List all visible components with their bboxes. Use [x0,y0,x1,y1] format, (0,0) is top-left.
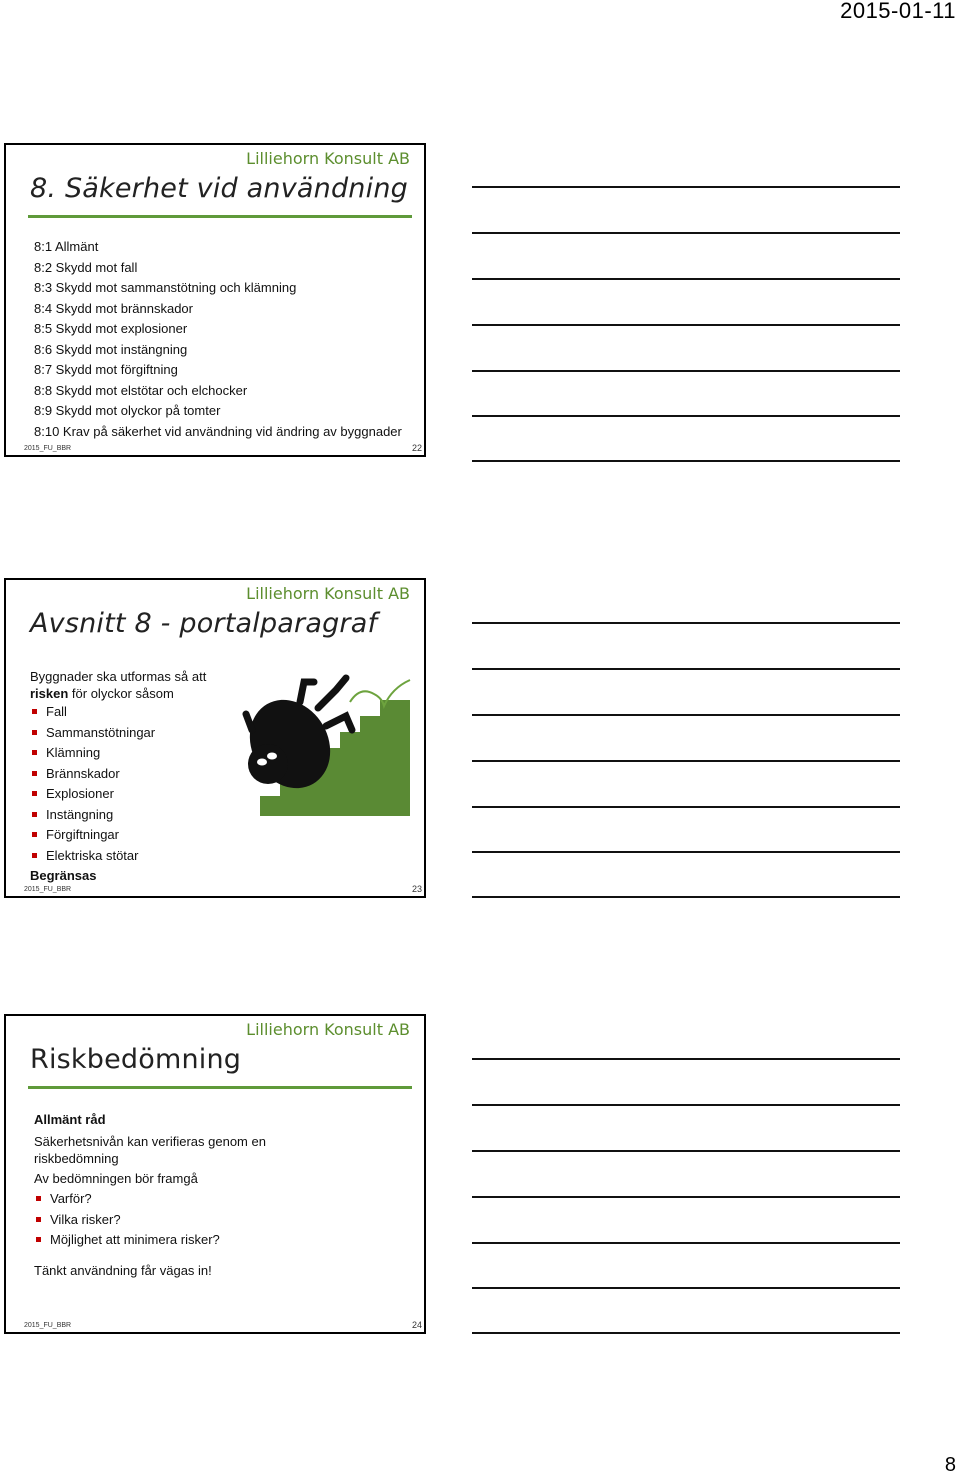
list-item: 8:7 Skydd mot förgiftning [34,362,178,377]
slide-title: Avsnitt 8 - portalparagraf [30,608,378,639]
intro-line [30,685,206,702]
page-number: 8 [944,1454,956,1476]
list-item: 8:10 Krav på säkerhet vid användning vid ändring av byggnader [34,423,402,439]
intro-emphasis: risken [30,686,69,701]
figure-eye [267,753,277,760]
note-line [472,460,900,462]
slide-number: 23 [411,884,422,894]
page-date: 2015-01-11 [840,0,956,23]
note-line [472,668,900,670]
note-line [472,622,900,624]
slide-footer-label: 2015_FU_BBR [24,445,72,452]
intro-rest: för olyckor såsom [68,686,174,701]
paragraph-line: riskbedömning [34,1150,119,1166]
figure-eye [257,759,267,766]
intro-line: Byggnader ska utformas så att [30,669,207,684]
bullet-item: Vilka risker? [34,1210,266,1231]
bullet-item: Fall [30,702,206,723]
company-name: Lilliehorn Konsult AB [246,584,410,603]
figure-arm [318,678,346,708]
note-line [472,896,900,898]
list-item: 8:8 Skydd mot elstötar och elchocker [34,382,248,398]
bullet-item: Instängning [30,805,206,826]
note-line [472,1104,900,1106]
title-rule [28,215,412,218]
slide-body [30,668,206,887]
bullet-item: Varför? [34,1189,266,1210]
note-line [472,806,900,808]
bullet-item: Förgiftningar [30,825,206,846]
list-item: 8:3 Skydd mot sammanstötning och klämning [34,280,297,295]
title-rule [28,1086,412,1089]
slide-body [34,1110,266,1281]
note-line [472,278,900,280]
list-item: 8:4 Skydd mot brännskador [34,300,193,316]
list-item: 8:2 Skydd mot fall [34,259,138,275]
company-name: Lilliehorn Konsult AB [246,149,410,168]
note-line [472,1332,900,1334]
bullet-item: Möjlighet att minimera risker? [34,1230,266,1251]
slide-footer-label: 2015_FU_BBR [24,1322,72,1329]
slide-24 [4,1014,426,1334]
closing-text: Tänkt användning får vägas in! [34,1262,212,1278]
bullet-item: Elektriska stötar [30,846,206,867]
list-item: 8:9 Skydd mot olyckor på tomter [34,403,221,418]
slide-title: 8. Säkerhet vid användning [30,173,408,204]
slide-23 [4,578,426,898]
figure-leg [246,714,252,730]
list-item: 8:5 Skydd mot explosioner [34,321,188,336]
company-name: Lilliehorn Konsult AB [246,1020,410,1039]
note-line [472,714,900,716]
note-line [472,1196,900,1198]
closing-text: Begränsas [30,868,97,883]
note-line [472,1058,900,1060]
note-line [472,1242,900,1244]
bullet-item: Klämning [30,743,206,764]
note-line [472,324,900,326]
slide-title: Riskbedömning [30,1044,242,1075]
section-heading: Allmänt råd [34,1112,106,1127]
figure-arm [300,682,314,702]
note-line [472,1150,900,1152]
bullet-item: Brännskador [30,764,206,785]
slide-22 [4,143,426,457]
slide-number: 24 [411,1320,422,1330]
note-line [472,232,900,234]
paragraph-line: Av bedömningen bör framgå [34,1170,198,1186]
list-item: 8:1 Allmänt [34,239,99,254]
paragraph-line: Säkerhetsnivån kan verifieras genom en [34,1133,266,1149]
slide-footer-label: 2015_FU_BBR [24,886,72,893]
falling-figure-on-stairs-icon [242,672,414,816]
note-line [472,370,900,372]
figure-leg [326,716,352,730]
list-item: 8:6 Skydd mot instängning [34,341,188,357]
note-line [472,1287,900,1289]
section-list [34,237,402,442]
figure-head [248,744,288,784]
bullet-item: Explosioner [30,784,206,805]
note-line [472,186,900,188]
slide-number: 22 [411,443,422,453]
bullet-item: Sammanstötningar [30,723,206,744]
note-line [472,851,900,853]
note-line [472,760,900,762]
note-line [472,415,900,417]
